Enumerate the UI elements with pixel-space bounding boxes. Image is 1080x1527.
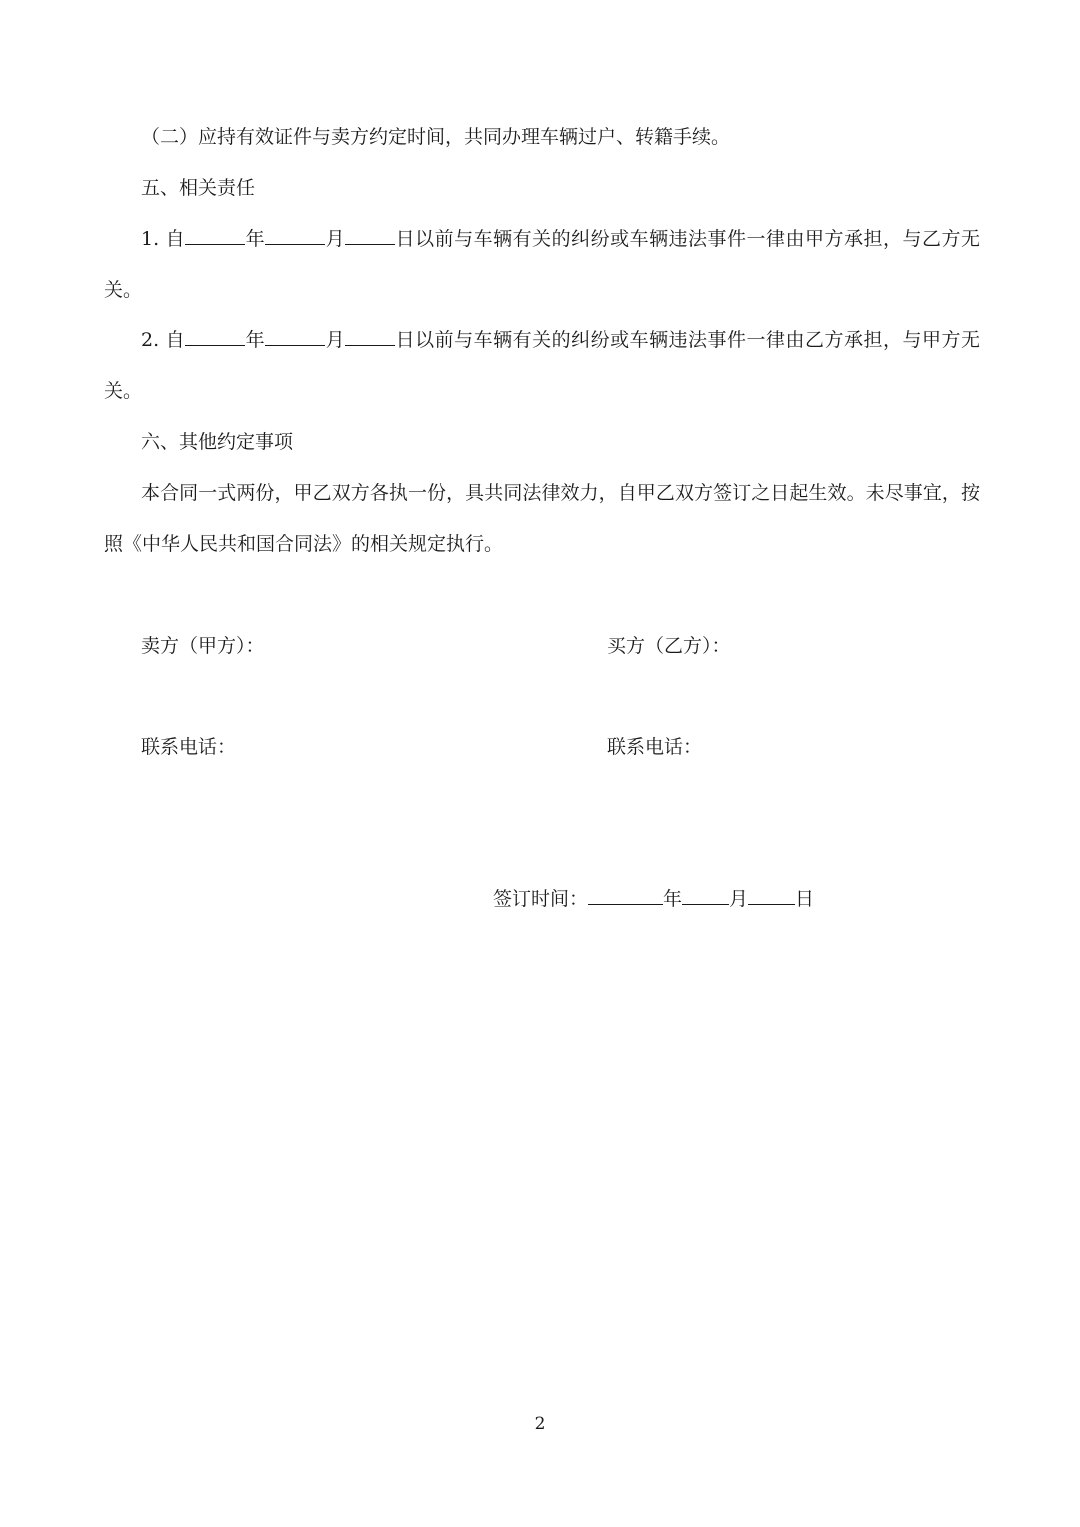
sign-date-label: 签订时间： — [493, 888, 589, 910]
section5-clause1-cont: 关。 — [104, 279, 143, 301]
clause2-month-blank[interactable] — [265, 327, 325, 346]
clause2-day-blank[interactable] — [345, 327, 395, 346]
clause2-month-label: 月 — [325, 329, 346, 351]
sign-date-day-blank[interactable] — [748, 886, 795, 905]
sign-date-month-blank[interactable] — [682, 886, 729, 905]
sign-date-year-blank[interactable] — [588, 886, 663, 905]
clause1-year-blank[interactable] — [185, 226, 245, 245]
section5-heading: 五、相关责任 — [141, 177, 256, 199]
clause2-year-label: 年 — [245, 329, 266, 351]
section6-heading: 六、其他约定事项 — [141, 431, 294, 453]
clause1-year-label: 年 — [245, 228, 266, 250]
sign-date-line — [493, 885, 814, 913]
seller-phone-label: 联系电话： — [141, 736, 237, 758]
section5-clause1 — [141, 225, 980, 253]
section5-clause2-cont: 关。 — [104, 380, 143, 402]
sign-date-day-label: 日 — [795, 888, 815, 910]
seller-label: 卖方（甲方）： — [141, 635, 265, 657]
clause2-prefix: 2. 自 — [141, 329, 186, 351]
clause2-year-blank[interactable] — [185, 327, 245, 346]
section6-paragraph-line1: 本合同一式两份，甲乙双方各执一份，具共同法律效力，自甲乙双方签订之日起生效。未尽事宜，按 — [141, 482, 980, 504]
buyer-label: 买方（乙方）： — [607, 635, 731, 657]
clause2-text: 日以前与车辆有关的纠纷或车辆违法事件一律由乙方承担，与甲方无 — [395, 329, 980, 351]
section4-item2: （二）应持有效证件与卖方约定时间，共同办理车辆过户、转籍手续。 — [141, 126, 731, 148]
clause1-month-blank[interactable] — [265, 226, 325, 245]
section5-clause2 — [141, 326, 980, 354]
sign-date-year-label: 年 — [663, 888, 683, 910]
clause1-prefix: 1. 自 — [141, 228, 186, 250]
buyer-phone-label: 联系电话： — [607, 736, 703, 758]
clause1-month-label: 月 — [325, 228, 346, 250]
section6-paragraph-line2: 照《中华人民共和国合同法》的相关规定执行。 — [104, 533, 504, 555]
sign-date-month-label: 月 — [729, 888, 749, 910]
clause1-day-blank[interactable] — [345, 226, 395, 245]
clause1-text: 日以前与车辆有关的纠纷或车辆违法事件一律由甲方承担，与乙方无 — [395, 228, 980, 250]
page-number: 2 — [534, 1414, 546, 1434]
